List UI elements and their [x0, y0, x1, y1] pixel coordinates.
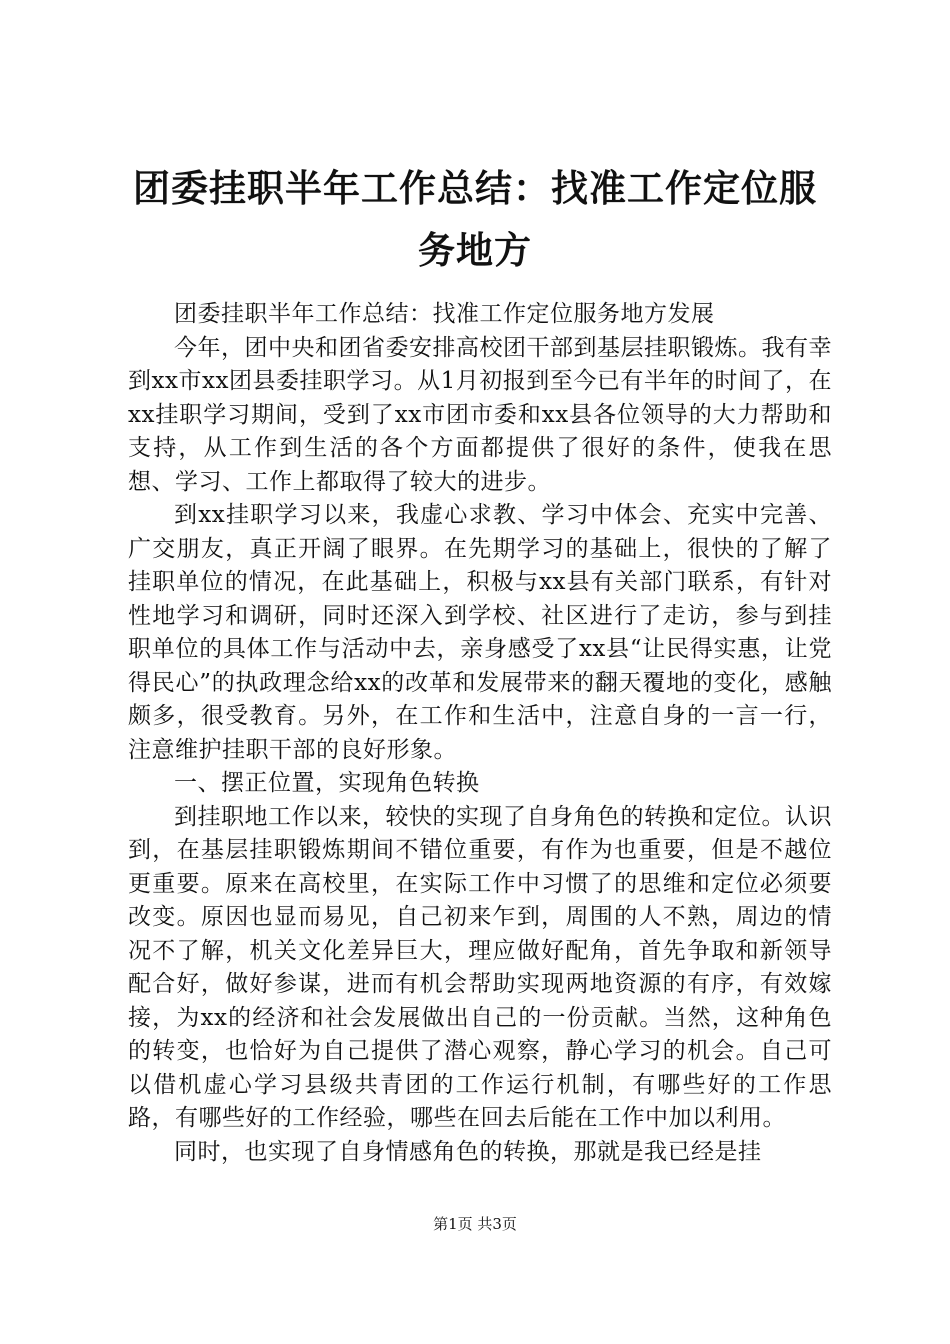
page-number-footer: 第1页 共3页: [433, 1215, 517, 1233]
paragraph: 到挂职地工作以来，较快的实现了自身角色的转换和定位。认识到，在基层挂职锻炼期间不错位重要，有作为也重要，但是不越位更重要。原来在高校里，在实际工作中习惯了的思维和定位必须要改变。原因也显而易见，自己初来乍到，周围的人不熟，周边的情况不了解，机关文化差异巨大，理应做好配角，首先争取和新领导配合好，做好参谋，进而有机会帮助实现两地资源的有序，有效嫁接，为xx的经济和社会发展做出自己的一份贡献。当然，这种角色的转变，也恰好为自己提供了潜心观察，静心学习的机会。自己可以借机虚心学习县级共青团的工作运行机制，有哪些好的工作思路，有哪些好的工作经验，哪些在回去后能在工作中加以利用。: [128, 803, 832, 1131]
paragraph: 同时，也实现了自身情感角色的转换，那就是我已经是挂: [174, 1138, 762, 1165]
paragraph-subtitle: 团委挂职半年工作总结：找准工作定位服务地方发展: [174, 301, 715, 327]
paragraph: 今年，团中央和团省委安排高校团干部到基层挂职锻炼。我有幸到xx市xx团县委挂职学习。从1月初报到至今已有半年的时间了，在xx挂职学习期间，受到了xx市团市委和xx县各位领导的大力帮助和支持，从工作到生活的各个方面都提供了很好的条件，使我在思想、学习、工作上都取得了较大的进步。: [128, 334, 832, 495]
section-heading: 一、摆正位置，实现角色转换: [174, 770, 480, 796]
paragraph: 到xx挂职学习以来，我虚心求教、学习中体会、充实中完善、广交朋友，真正开阔了眼界。在先期学习的基础上，很快的了解了挂职单位的情况，在此基础上，积极与xx县有关部门联系，有针对性地学习和调研，同时还深入到学校、社区进行了走访，参与到挂职单位的具体工作与活动中去，亲身感受了xx县“让民得实惠，让党得民心”的执政理念给xx的改革和发展带来的翻天覆地的变化，感触颇多，很受教育。另外，在工作和生活中，注意自身的一言一行，注意维护挂职干部的良好形象。: [128, 502, 832, 763]
document-body: [128, 298, 832, 1169]
document-title: 团委挂职半年工作总结：找准工作定位服务地方: [133, 167, 817, 272]
